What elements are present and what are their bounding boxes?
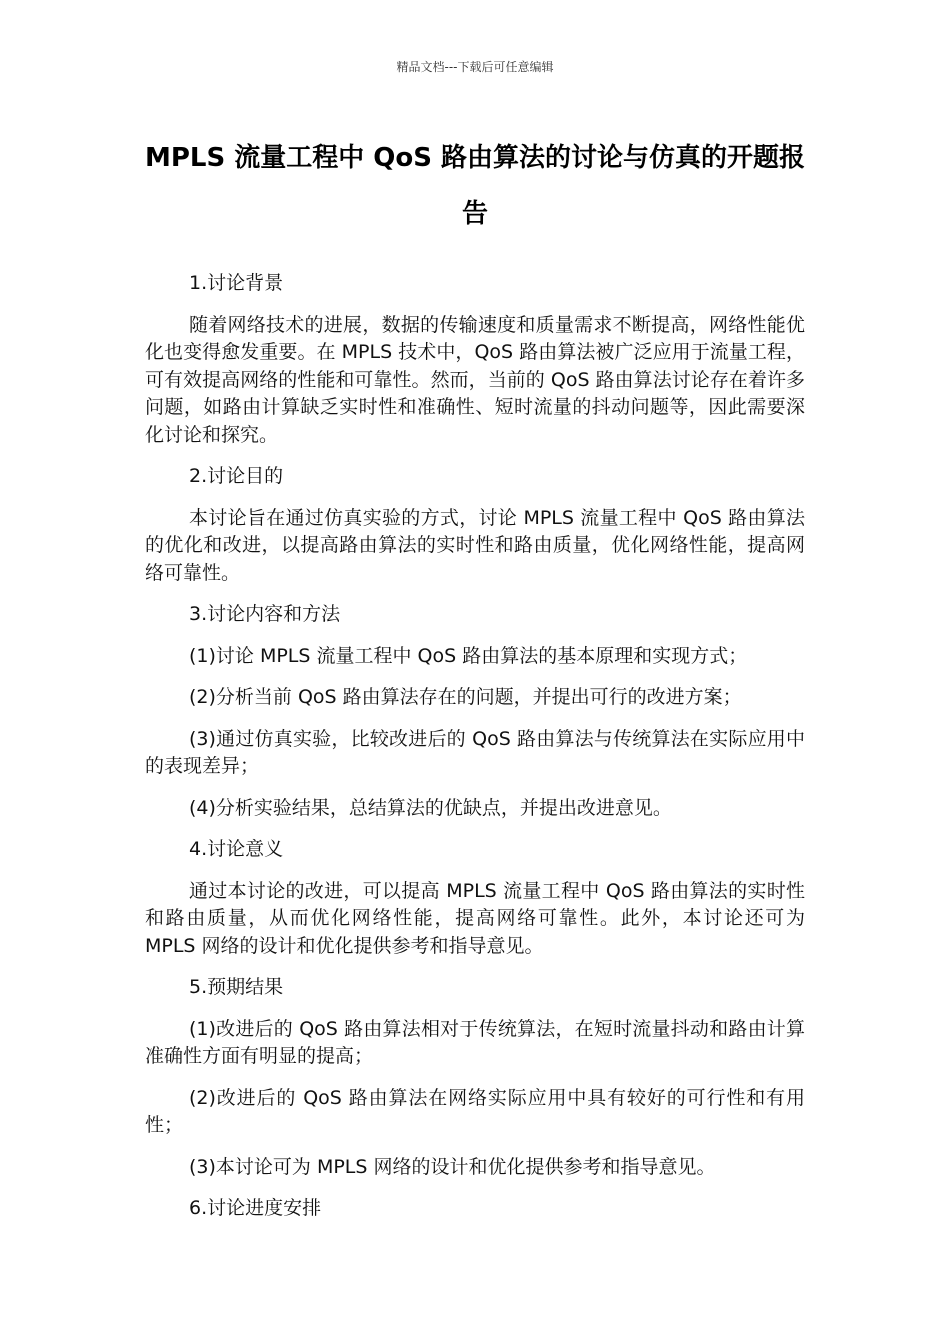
section-heading-content-method: 3.讨论内容和方法 (189, 603, 341, 625)
list-item-result-1: (1)改进后的 QoS 路由算法相对于传统算法，在短时流量抖动和路由计算准确性方面有明显的提高； (145, 1017, 805, 1067)
list-item-content-1: (1)讨论 MPLS 流量工程中 QoS 路由算法的基本原理和实现方式； (189, 644, 748, 667)
paragraph-background: 随着网络技术的进展，数据的传输速度和质量需求不断提高，网络性能优化也变得愈发重要。在 MPLS 技术中，QoS 路由算法被广泛应用于流量工程，可有效提高网络的性能和可靠性。然而，当前的 QoS 路由算法讨论存在着许多问题，如路由计算缺乏实时性和准确性、短时流量的抖动问题等，因此需要深化讨论和探究。 (145, 313, 805, 446)
section-heading-purpose: 2.讨论目的 (189, 465, 284, 487)
document-body (145, 270, 805, 1237)
section-heading-background: 1.讨论背景 (189, 272, 284, 294)
list-item-content-4: (4)分析实验结果，总结算法的优缺点，并提出改进意见。 (189, 796, 672, 819)
list-item-result-3: (3)本讨论可为 MPLS 网络的设计和优化提供参考和指导意见。 (189, 1155, 716, 1178)
document-title: MPLS 流量工程中 QoS 路由算法的讨论与仿真的开题报告 (144, 143, 806, 229)
section-heading-expected-results: 5.预期结果 (189, 976, 284, 998)
section-heading-significance: 4.讨论意义 (189, 838, 284, 860)
paragraph-significance: 通过本讨论的改进，可以提高 MPLS 流量工程中 QoS 路由算法的实时性和路由质量，从而优化网络性能，提高网络可靠性。此外，本讨论还可为 MPLS 网络的设计和优化提供参考和指导意见。 (145, 879, 805, 957)
paragraph-purpose: 本讨论旨在通过仿真实验的方式，讨论 MPLS 流量工程中 QoS 路由算法的优化和改进，以提高路由算法的实时性和路由质量，优化网络性能，提高网络可靠性。 (145, 506, 805, 584)
section-heading-schedule: 6.讨论进度安排 (189, 1197, 322, 1219)
list-item-content-2: (2)分析当前 QoS 路由算法存在的问题，并提出可行的改进方案； (189, 686, 742, 708)
list-item-content-3: (3)通过仿真实验，比较改进后的 QoS 路由算法与传统算法在实际应用中的表现差异； (145, 727, 805, 777)
list-item-result-2: (2)改进后的 QoS 路由算法在网络实际应用中具有较好的可行性和有用性； (145, 1086, 805, 1136)
page-header-watermark: 精品文档---下载后可任意编辑 (396, 60, 554, 74)
